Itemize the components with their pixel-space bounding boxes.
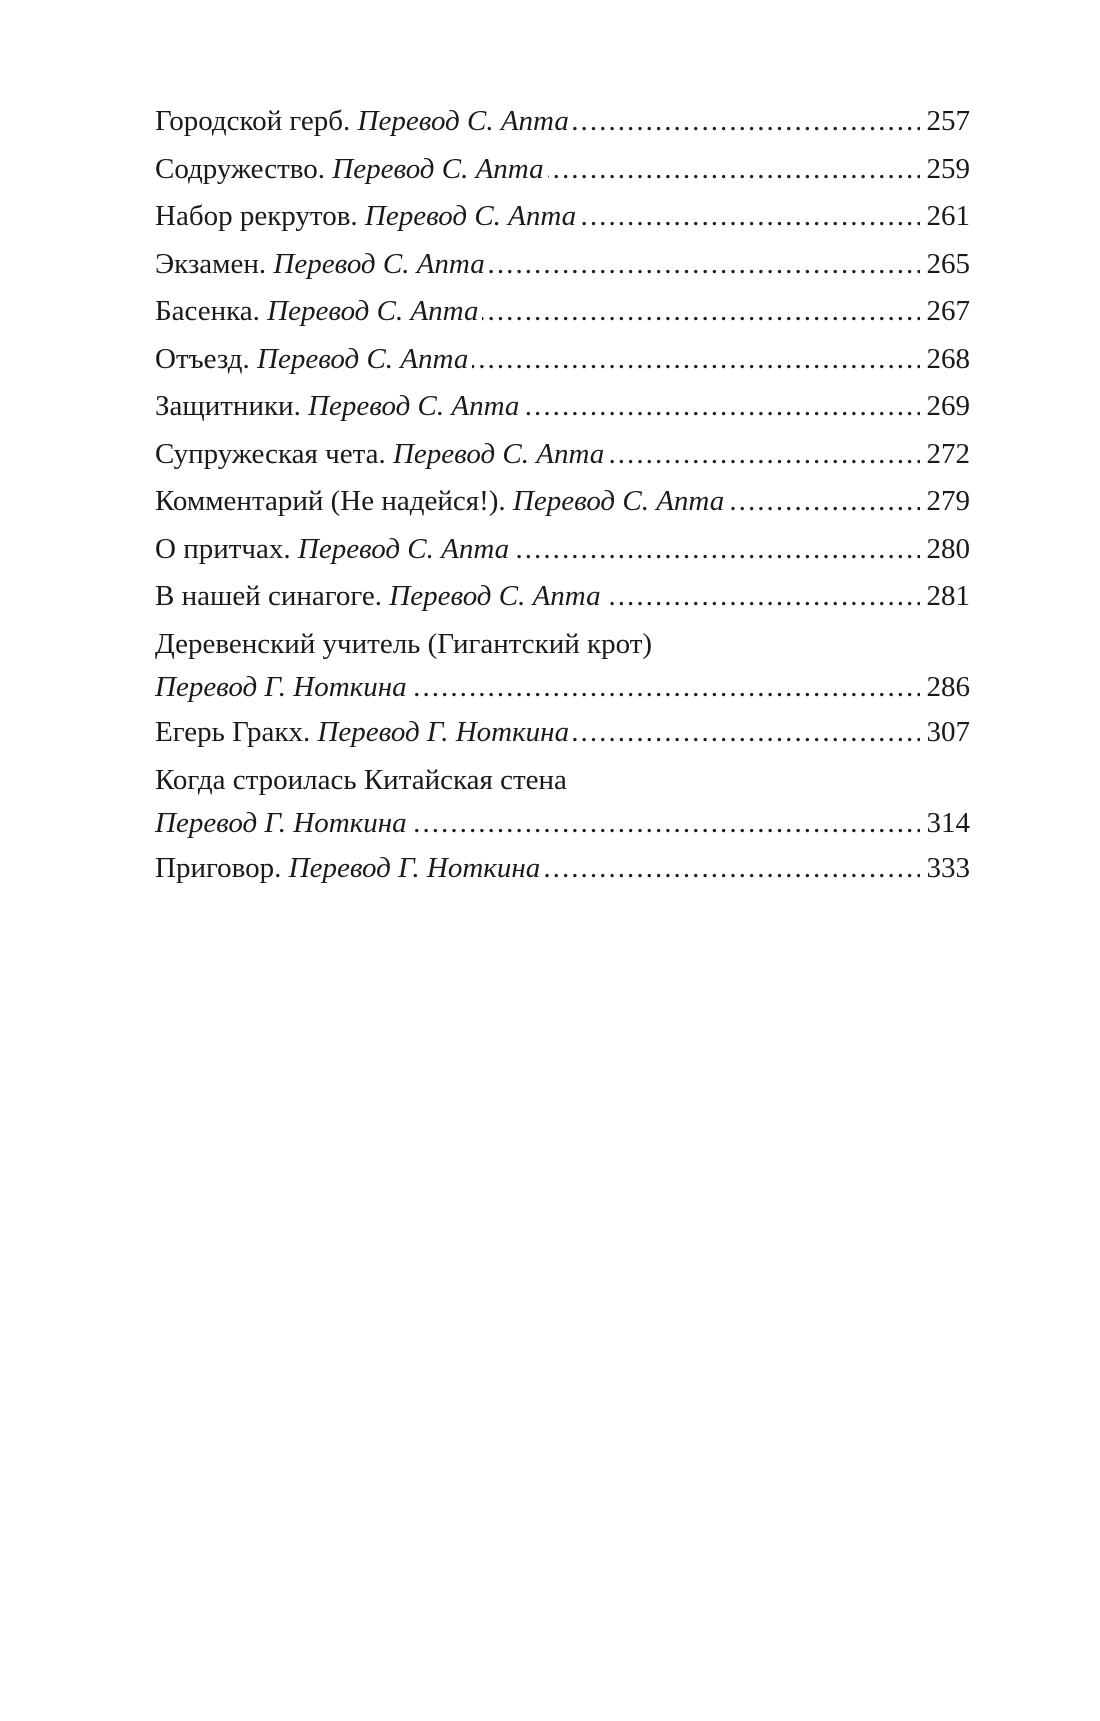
entry-translator: Перевод С. Апта [364, 200, 577, 232]
entry-title: Супружеская чета. [155, 437, 386, 470]
entry-title: Отъезд. [155, 342, 250, 375]
leader-dots [411, 664, 920, 712]
leader-dots [513, 526, 920, 574]
toc-entry [155, 478, 970, 526]
entry-page-number: 333 [926, 852, 970, 884]
entry-translator: Перевод Г. Ноткина [317, 716, 570, 748]
toc-entry [155, 146, 970, 194]
entry-page-number: 259 [926, 152, 970, 185]
entry-title: Когда строилась Китайская стена [155, 763, 567, 796]
entry-translator: Перевод С. Апта [512, 485, 725, 517]
entry-title: Приговор. [155, 852, 282, 884]
entry-translator: Перевод С. Апта [267, 295, 479, 327]
toc-entry [155, 288, 970, 336]
toc-entry [155, 526, 970, 574]
toc-entry [155, 709, 970, 757]
entry-page-number: 267 [926, 295, 970, 327]
entry-page-number: 280 [926, 532, 970, 565]
toc-entry [155, 757, 970, 846]
entry-page-number: 314 [926, 807, 970, 839]
entry-translator: Перевод С. Апта [257, 342, 469, 375]
leader-dots [523, 383, 920, 431]
entry-translator: Перевод С. Апта [273, 247, 485, 280]
entry-title: Деревенский учитель (Гигантский крот) [155, 627, 653, 660]
entry-title: Экзамен. [155, 247, 267, 280]
entry-translator: Перевод С. Апта [308, 390, 520, 422]
entry-page-number: 272 [926, 437, 970, 470]
entry-page-number: 281 [926, 580, 970, 612]
entry-title: Содружество. [155, 152, 326, 185]
entry-page-number: 286 [926, 671, 970, 703]
entry-title: Комментарий (Не надейся!). [155, 485, 506, 517]
entry-page-number: 269 [926, 390, 970, 422]
leader-dots [482, 288, 920, 336]
toc-entry [155, 336, 970, 384]
entry-translator: Перевод Г. Ноткина [155, 807, 407, 839]
entry-translator: Перевод С. Апта [297, 532, 510, 565]
toc-entry [155, 193, 970, 241]
leader-dots [608, 431, 920, 479]
entry-title: Защитники. [155, 390, 301, 422]
leader-dots [411, 800, 920, 848]
entry-translator: Перевод С. Апта [392, 437, 605, 470]
toc-entry [155, 573, 970, 621]
toc-entry [155, 98, 970, 146]
entry-title: Набор рекрутов. [155, 200, 358, 232]
entry-page-number: 307 [926, 716, 970, 748]
toc-entry [155, 845, 970, 893]
toc-entry [155, 431, 970, 479]
leader-dots [573, 98, 920, 146]
entry-page-number: 268 [926, 342, 970, 375]
leader-dots [728, 478, 920, 526]
entry-page-number: 257 [926, 105, 970, 137]
table-of-contents [155, 98, 970, 893]
toc-entry [155, 383, 970, 431]
entry-page-number: 261 [926, 200, 970, 232]
entry-page-number: 279 [926, 485, 970, 517]
leader-dots [580, 193, 920, 241]
leader-dots [544, 845, 920, 893]
entry-translator: Перевод Г. Ноткина [155, 671, 407, 703]
entry-title: Городской герб. [155, 105, 351, 137]
leader-dots [472, 336, 920, 384]
leader-dots [489, 241, 920, 289]
toc-entry [155, 241, 970, 289]
entry-title: В нашей синагоге. [155, 580, 383, 612]
entry-title: Егерь Гракх. [155, 716, 311, 748]
leader-dots [548, 146, 920, 194]
entry-translator: Перевод С. Апта [389, 580, 601, 612]
entry-translator: Перевод С. Апта [332, 152, 544, 185]
entry-title: Басенка. [155, 295, 260, 327]
toc-entry [155, 621, 970, 710]
entry-translator: Перевод С. Апта [357, 105, 569, 137]
entry-title: О притчах. [155, 532, 291, 565]
entry-page-number: 265 [926, 247, 970, 280]
leader-dots [573, 709, 920, 757]
entry-translator: Перевод Г. Ноткина [288, 852, 541, 884]
leader-dots [605, 573, 920, 621]
